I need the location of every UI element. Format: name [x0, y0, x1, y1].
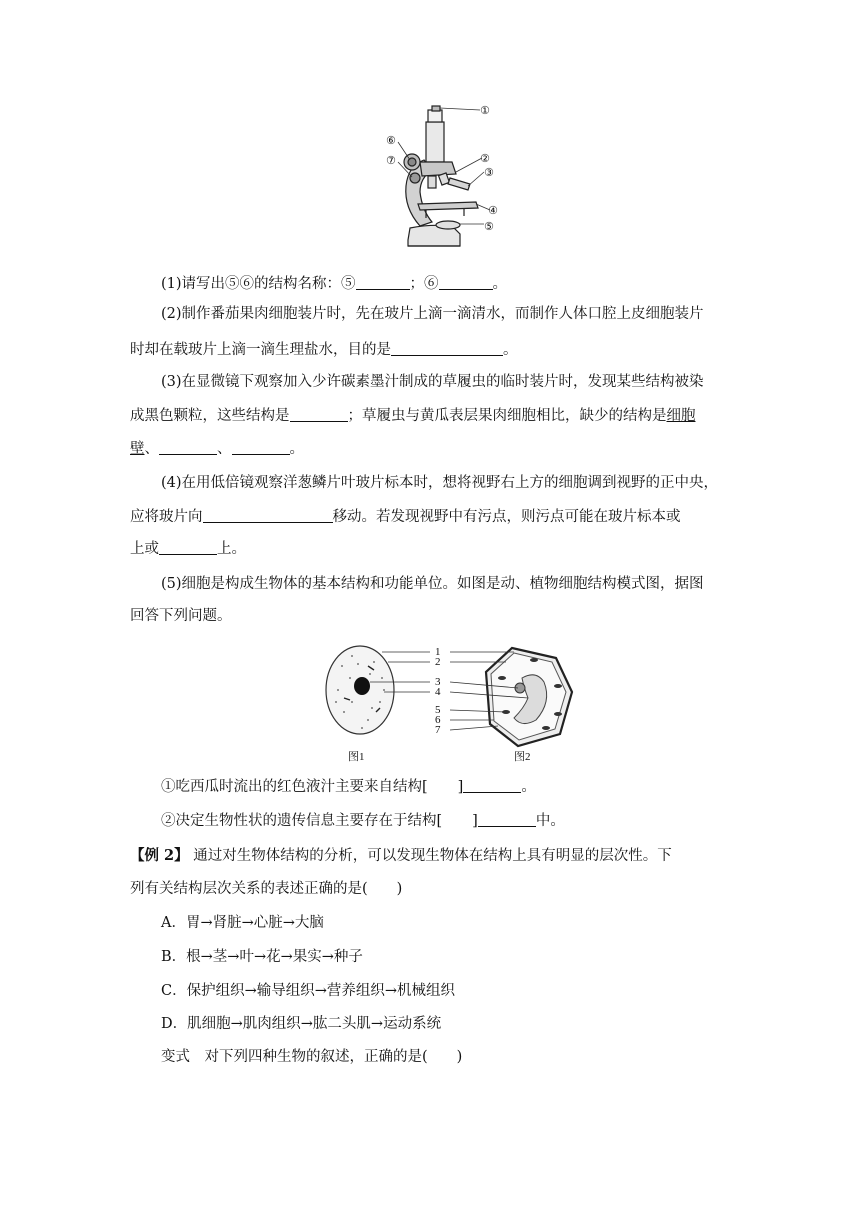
- variant-text: 对下列四种生物的叙述，正确的是( ): [190, 1049, 463, 1065]
- q3-text: 、: [144, 441, 159, 457]
- label-2: ②: [480, 152, 490, 165]
- microscope-figure: [380, 100, 500, 258]
- label-4: ④: [488, 204, 498, 217]
- label-3: ③: [484, 166, 494, 179]
- answer-blank[interactable]: [463, 778, 521, 793]
- example-tag: 【例 2】: [130, 847, 189, 864]
- cell-diagram: [322, 642, 576, 764]
- q3-text: 成黑色颗粒，这些结构是: [130, 408, 290, 424]
- answer-blank[interactable]: [439, 275, 493, 290]
- answer-blank[interactable]: [391, 341, 503, 356]
- answer-blank[interactable]: [159, 440, 217, 455]
- answer-blank[interactable]: [159, 540, 217, 555]
- q1-text: ；⑥: [409, 276, 439, 292]
- nucleus: [354, 677, 370, 695]
- label-7: ⑦: [386, 154, 396, 167]
- question-5-line-2: 回答下列问题。: [130, 608, 232, 624]
- sub2-text: ]: [472, 813, 478, 829]
- option-a[interactable]: A．胃→肾脏→心脏→大脑: [161, 915, 324, 931]
- sub-question-2: [161, 812, 761, 830]
- sub-question-1: [161, 778, 761, 796]
- label-6: ⑥: [386, 134, 396, 147]
- cell-label-1: 1: [435, 646, 441, 658]
- question-4-line-2: [130, 508, 730, 526]
- answer-blank[interactable]: [478, 812, 536, 827]
- q2-text: 。: [503, 342, 518, 358]
- option-d[interactable]: D．肌细胞→肌肉组织→肱二头肌→运动系统: [161, 1016, 442, 1032]
- question-3-line-1: (3)在显微镜下观察加入少许碳素墨汁制成的草履虫的临时装片时，发现某些结构被染: [161, 374, 704, 390]
- q1-text: 。: [492, 276, 508, 292]
- cell-label-2: 2: [435, 656, 441, 668]
- question-3-line-3: [130, 440, 730, 458]
- q3-underlined-text: 细胞: [666, 408, 696, 424]
- question-1: [161, 275, 761, 293]
- variant-question: [161, 1048, 761, 1066]
- question-2-line-1: (2)制作番茄果肉细胞装片时，先在玻片上滴一滴清水，而制作人体口腔上皮细胞装片: [161, 306, 704, 322]
- answer-blank[interactable]: [356, 275, 410, 290]
- q3-text: ；草履虫与黄瓜表层果肉细胞相比，缺少的结构是: [347, 408, 667, 424]
- q4-text: 移动。若发现视野中有污点，则污点可能在玻片标本或: [332, 509, 681, 525]
- q1-text: (1)请写出⑤⑥的结构名称：⑤: [161, 276, 356, 292]
- answer-blank[interactable]: [232, 440, 290, 455]
- cell-label-4: 4: [435, 686, 441, 698]
- question-3-line-2: [130, 407, 730, 425]
- sub1-text: ]: [457, 779, 464, 795]
- sub1-text: 。: [521, 779, 536, 795]
- sub1-text: ①吃西瓜时流出的红色液汁主要来自结构[: [161, 779, 428, 795]
- q3-text: 、: [217, 441, 232, 457]
- example-2-line-2: 列有关结构层次关系的表述正确的是( ): [130, 881, 403, 897]
- cell-label-5: 5: [435, 704, 441, 716]
- option-b[interactable]: B．根→茎→叶→花→果实→种子: [161, 949, 363, 965]
- q2-text: 时却在载玻片上滴一滴生理盐水，目的是: [130, 342, 391, 358]
- sub2-text: ②决定生物性状的遗传信息主要存在于结构[: [161, 813, 443, 829]
- q4-text: 上。: [217, 541, 246, 557]
- sub2-text: 中。: [535, 813, 565, 829]
- option-c[interactable]: C．保护组织→输导组织→营养组织→机械组织: [161, 983, 456, 999]
- cell-label-3: 3: [435, 676, 441, 688]
- variant-label: 变式: [161, 1049, 190, 1065]
- label-5: ⑤: [484, 220, 494, 233]
- example-text: 通过对生物体结构的分析，可以发现生物体在结构上具有明显的层次性。下: [188, 848, 672, 864]
- answer-blank[interactable]: [203, 508, 333, 523]
- question-2-line-2: [130, 341, 730, 359]
- q3-underlined-text: 壁: [130, 441, 145, 457]
- question-4-line-3: [130, 540, 730, 558]
- figure-caption-1: 图1: [348, 751, 365, 763]
- q4-text: 上或: [130, 541, 159, 557]
- label-1: ①: [480, 104, 490, 117]
- cell-label-7: 7: [435, 724, 441, 736]
- q4-text: 应将玻片向: [130, 509, 203, 525]
- question-4-line-1: (4)在用低倍镜观察洋葱鳞片叶玻片标本时，想将视野右上方的细胞调到视野的正中央，: [161, 475, 719, 491]
- question-5-line-1: (5)细胞是构成生物体的基本结构和功能单位。如图是动、植物细胞结构模式图，据图: [161, 576, 704, 592]
- figure-caption-2: 图2: [514, 751, 531, 763]
- cell-label-6: 6: [435, 714, 441, 726]
- example-2-line-1: [130, 847, 730, 865]
- q3-text: 。: [289, 441, 304, 457]
- answer-blank[interactable]: [290, 407, 348, 422]
